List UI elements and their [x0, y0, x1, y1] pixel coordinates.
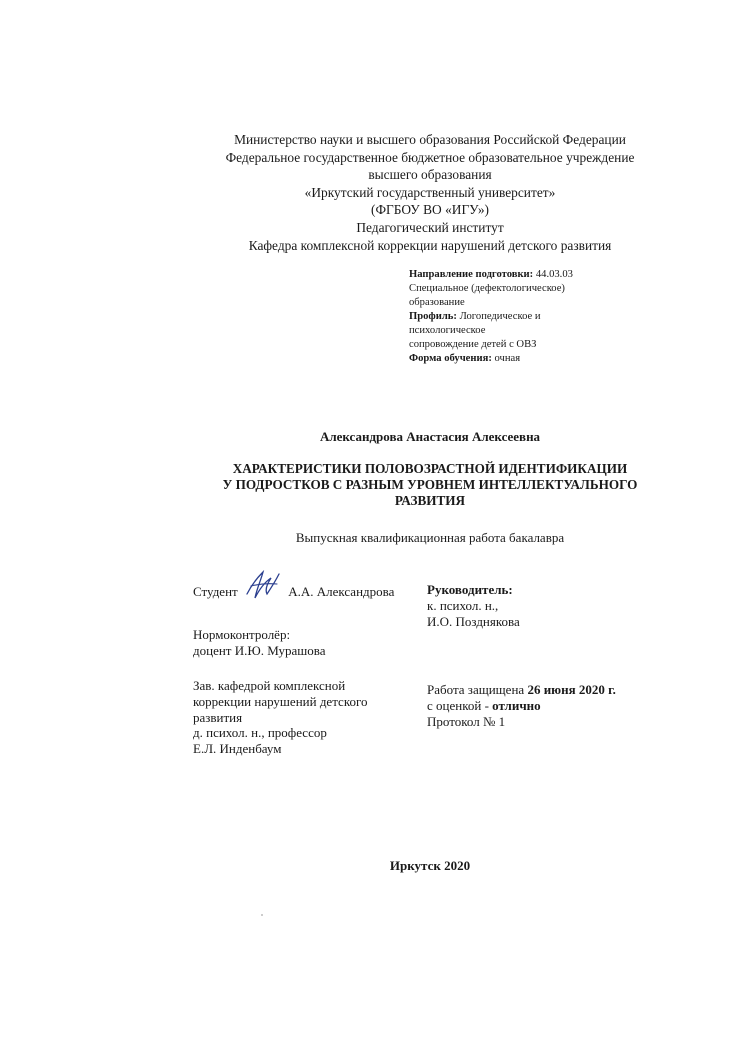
header-line-institute: Педагогический институт	[356, 219, 504, 235]
title-line-2: У ПОДРОСТКОВ С РАЗНЫМ УРОВНЕМ ИНТЕЛЛЕКТУАЛЬНОГО	[222, 477, 638, 492]
work-type: Выпускная квалификационная работа бакалавра	[295, 530, 565, 545]
profile-line-3: сопровождение детей с ОВЗ	[409, 339, 537, 350]
normcontrol-block	[193, 627, 325, 659]
head-of-department-block	[193, 678, 367, 757]
defense-prefix: Работа защищена	[427, 682, 525, 697]
signature-icon	[241, 578, 285, 602]
header-line-education-level: высшего образования	[368, 167, 492, 183]
supervisor-block	[427, 582, 520, 629]
direction-row	[409, 268, 609, 282]
profile-line-2: психологическое	[409, 325, 486, 336]
form-row	[409, 352, 609, 366]
head-dept-line-4: д. психол. н., профессор	[193, 725, 327, 741]
supervisor-name: И.О. Позднякова	[427, 613, 520, 629]
direction-line-3: образование	[409, 297, 465, 308]
form-label: Форма обучения:	[409, 353, 492, 364]
supervisor-degree: к. психол. н.,	[427, 597, 499, 613]
defense-grade: отлично	[492, 697, 541, 713]
student-name: А.А. Александрова	[288, 584, 395, 599]
thesis-title	[150, 461, 710, 509]
direction-line-2: Специальное (дефектологическое)	[409, 283, 565, 294]
normcontrol-label: Нормоконтролёр:	[193, 627, 291, 642]
student-label: Студент	[193, 584, 238, 599]
form-value: очная	[494, 353, 521, 364]
head-dept-line-1: Зав. кафедрой комплексной	[193, 678, 346, 693]
student-block	[193, 578, 394, 602]
institution-header	[150, 131, 710, 254]
head-dept-line-5: Е.Л. Инденбаум	[193, 741, 282, 757]
direction-label: Направление подготовки:	[409, 269, 534, 280]
grade-prefix: с оценкой -	[427, 697, 489, 713]
scan-speck	[261, 914, 263, 916]
header-line-abbreviation: (ФГБОУ ВО «ИГУ»)	[371, 202, 489, 218]
city-year: Иркутск 2020	[389, 858, 471, 873]
head-dept-line-2: коррекции нарушений детского	[193, 693, 368, 709]
profile-row	[409, 310, 609, 324]
program-info	[409, 268, 609, 366]
profile-label: Профиль:	[409, 311, 457, 322]
normcontrol-name: доцент И.Ю. Мурашова	[193, 642, 326, 658]
direction-value: 44.03.03	[535, 269, 573, 280]
defense-block	[427, 682, 616, 729]
header-line-ministry: Министерство науки и высшего образования Российской Федерации	[234, 132, 626, 147]
defense-date: 26 июня 2020 г.	[527, 682, 616, 697]
header-line-department: Кафедра комплексной коррекции нарушений детского развития	[248, 237, 612, 253]
header-line-university: «Иркутский государственный университет»	[304, 184, 556, 200]
supervisor-label: Руководитель:	[427, 582, 513, 597]
header-line-institution-type: Федеральное государственное бюджетное образовательное учреждение	[225, 149, 635, 165]
head-dept-line-3: развития	[193, 709, 243, 725]
author-name: Александрова Анастасия Алексеевна	[319, 429, 541, 444]
title-line-1: ХАРАКТЕРИСТИКИ ПОЛОВОЗРАСТНОЙ ИДЕНТИФИКАЦИИ	[232, 461, 628, 476]
title-line-3: РАЗВИТИЯ	[394, 493, 466, 508]
protocol-number: Протокол № 1	[427, 713, 506, 729]
profile-value: Логопедическое и	[459, 311, 541, 322]
